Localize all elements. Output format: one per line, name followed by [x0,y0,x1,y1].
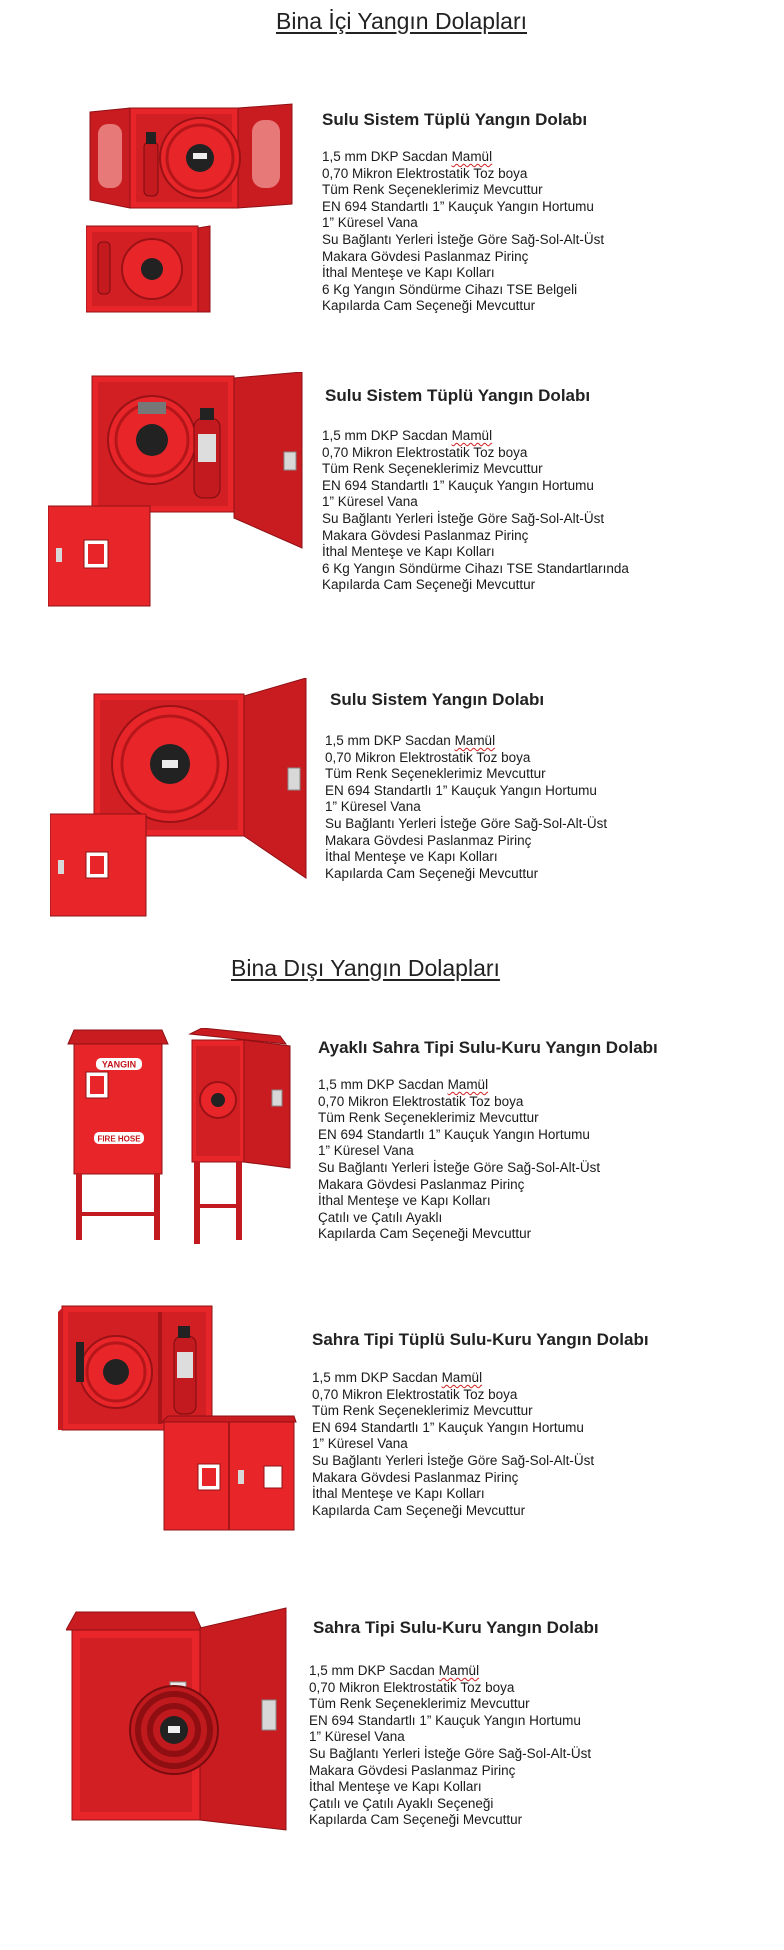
spec-item: 0,70 Mikron Elektrostatik Toz boya [322,444,528,460]
product-title-3: Sulu Sistem Yangın Dolabı [330,690,545,709]
spec-item: Çatılı ve Çatılı Ayaklı [318,1209,443,1225]
section-heading-indoor: Bina İçi Yangın Dolapları [276,8,528,34]
spec-list-5 [312,1370,594,1519]
spec-item: 1” Küresel Vana [325,799,421,815]
spec-list-6 [309,1663,591,1829]
spec-item: Su Bağlantı Yerleri İsteğe Göre Sağ-Sol-Alt-Üst [325,815,608,831]
spec-item: İthal Menteşe ve Kapı Kolları [309,1779,482,1795]
spec-item: Kapılarda Cam Seçeneği Mevcuttur [312,1502,526,1518]
spec-item: 1,5 mm DKP Sacdan Mamül [312,1370,483,1385]
spellcheck-mark: Mamül [454,733,496,748]
product-title-1: Sulu Sistem Tüplü Yangın Dolabı [322,110,588,129]
spellcheck-mark: Mamül [441,1370,483,1385]
cabinet-illustration-3 [50,678,310,920]
spec-item: Makara Gövdesi Paslanmaz Pirinç [309,1762,516,1778]
spec-item: EN 694 Standartlı 1” Kauçuk Yangın Hortumu [318,1126,590,1142]
spec-item: Kapılarda Cam Seçeneği Mevcuttur [322,577,536,593]
spec-item: EN 694 Standartlı 1” Kauçuk Yangın Hortumu [325,782,597,798]
spec-item: Tüm Renk Seçeneklerimiz Mevcuttur [312,1403,533,1419]
spec-item: Makara Gövdesi Paslanmaz Pirinç [312,1469,519,1485]
spec-item: EN 694 Standartlı 1” Kauçuk Yangın Hortumu [322,198,594,214]
yangin-label: YANGIN [101,1059,137,1070]
spec-item: Su Bağlantı Yerleri İsteğe Göre Sağ-Sol-Alt-Üst [309,1745,592,1761]
spec-item: Makara Gövdesi Paslanmaz Pirinç [325,832,532,848]
spec-item: 1,5 mm DKP Sacdan Mamül [309,1663,480,1678]
spec-item: Tüm Renk Seçeneklerimiz Mevcuttur [318,1110,539,1126]
spec-item: Kapılarda Cam Seçeneği Mevcuttur [322,298,536,314]
product-title-6: Sahra Tipi Sulu-Kuru Yangın Dolabı [313,1618,599,1637]
spec-item: Su Bağlantı Yerleri İsteğe Göre Sağ-Sol-Alt-Üst [322,231,605,247]
spec-item: Tüm Renk Seçeneklerimiz Mevcuttur [322,461,543,477]
spec-item: Makara Gövdesi Paslanmaz Pirinç [318,1176,525,1192]
spec-item: 1,5 mm DKP Sacdan Mamül [322,149,493,164]
spec-item: 1” Küresel Vana [322,215,418,231]
spec-item: Makara Gövdesi Paslanmaz Pirinç [322,527,529,543]
spellcheck-mark: Mamül [451,149,493,164]
spellcheck-mark: Mamül [447,1077,489,1092]
spec-item: Kapılarda Cam Seçeneği Mevcuttur [318,1226,532,1242]
spec-item: Tüm Renk Seçeneklerimiz Mevcuttur [325,766,546,782]
spec-item: İthal Menteşe ve Kapı Kolları [322,544,495,560]
spec-item: 1” Küresel Vana [309,1729,405,1745]
spellcheck-mark: Mamül [451,428,493,443]
spec-list-2 [322,428,629,594]
spec-item: 1” Küresel Vana [318,1143,414,1159]
spec-item: 0,70 Mikron Elektrostatik Toz boya [312,1386,518,1402]
spec-list-4 [318,1077,600,1243]
spec-item: 0,70 Mikron Elektrostatik Toz boya [322,165,528,181]
spec-item: Kapılarda Cam Seçeneği Mevcuttur [309,1812,523,1828]
spec-list-3 [325,733,607,882]
cabinet-illustration-2 [48,372,308,612]
spec-item: İthal Menteşe ve Kapı Kolları [312,1486,485,1502]
spec-item: İthal Menteşe ve Kapı Kolları [325,849,498,865]
spec-item: 0,70 Mikron Elektrostatik Toz boya [318,1093,524,1109]
spec-item: Çatılı ve Çatılı Ayaklı Seçeneği [309,1795,494,1811]
spec-item: 0,70 Mikron Elektrostatik Toz boya [309,1679,515,1695]
spec-item: EN 694 Standartlı 1” Kauçuk Yangın Hortumu [322,477,594,493]
spec-list-1 [322,149,604,315]
spec-item: Su Bağlantı Yerleri İsteğe Göre Sağ-Sol-Alt-Üst [322,510,605,526]
spec-item: Su Bağlantı Yerleri İsteğe Göre Sağ-Sol-Alt-Üst [312,1452,595,1468]
spec-item: EN 694 Standartlı 1” Kauçuk Yangın Hortumu [309,1712,581,1728]
spellcheck-mark: Mamül [438,1663,480,1678]
spec-item: Tüm Renk Seçeneklerimiz Mevcuttur [322,182,543,198]
spec-item: 1,5 mm DKP Sacdan Mamül [325,733,496,748]
spec-item: 6 Kg Yangın Söndürme Cihazı TSE Belgeli [322,281,578,297]
spec-item: 1” Küresel Vana [312,1436,408,1452]
spec-item: İthal Menteşe ve Kapı Kolları [318,1193,491,1209]
product-title-5: Sahra Tipi Tüplü Sulu-Kuru Yangın Dolabı [312,1330,649,1349]
cabinet-illustration-6 [66,1602,296,1842]
cabinet-illustration-1 [86,100,296,320]
cabinet-illustration-5 [58,1302,298,1542]
spec-item: 0,70 Mikron Elektrostatik Toz boya [325,749,531,765]
spec-item: Makara Gövdesi Paslanmaz Pirinç [322,248,529,264]
section-heading-outdoor: Bina Dışı Yangın Dolapları [231,955,500,981]
spec-item: 6 Kg Yangın Söndürme Cihazı TSE Standartlarında [322,560,629,576]
product-title-2: Sulu Sistem Tüplü Yangın Dolabı [325,386,591,405]
spec-item: EN 694 Standartlı 1” Kauçuk Yangın Hortumu [312,1419,584,1435]
spec-item: 1,5 mm DKP Sacdan Mamül [322,428,493,443]
product-title-4: Ayaklı Sahra Tipi Sulu-Kuru Yangın Dolabı [318,1038,658,1057]
spec-item: Kapılarda Cam Seçeneği Mevcuttur [325,865,539,881]
spec-item: İthal Menteşe ve Kapı Kolları [322,265,495,281]
spec-item: Su Bağlantı Yerleri İsteğe Göre Sağ-Sol-Alt-Üst [318,1159,601,1175]
spec-item: Tüm Renk Seçeneklerimiz Mevcuttur [309,1696,530,1712]
fire-hose-label: FIRE HOSE [97,1134,141,1144]
cabinet-illustration-4 [66,1028,302,1250]
spec-item: 1,5 mm DKP Sacdan Mamül [318,1077,489,1092]
spec-item: 1” Küresel Vana [322,494,418,510]
